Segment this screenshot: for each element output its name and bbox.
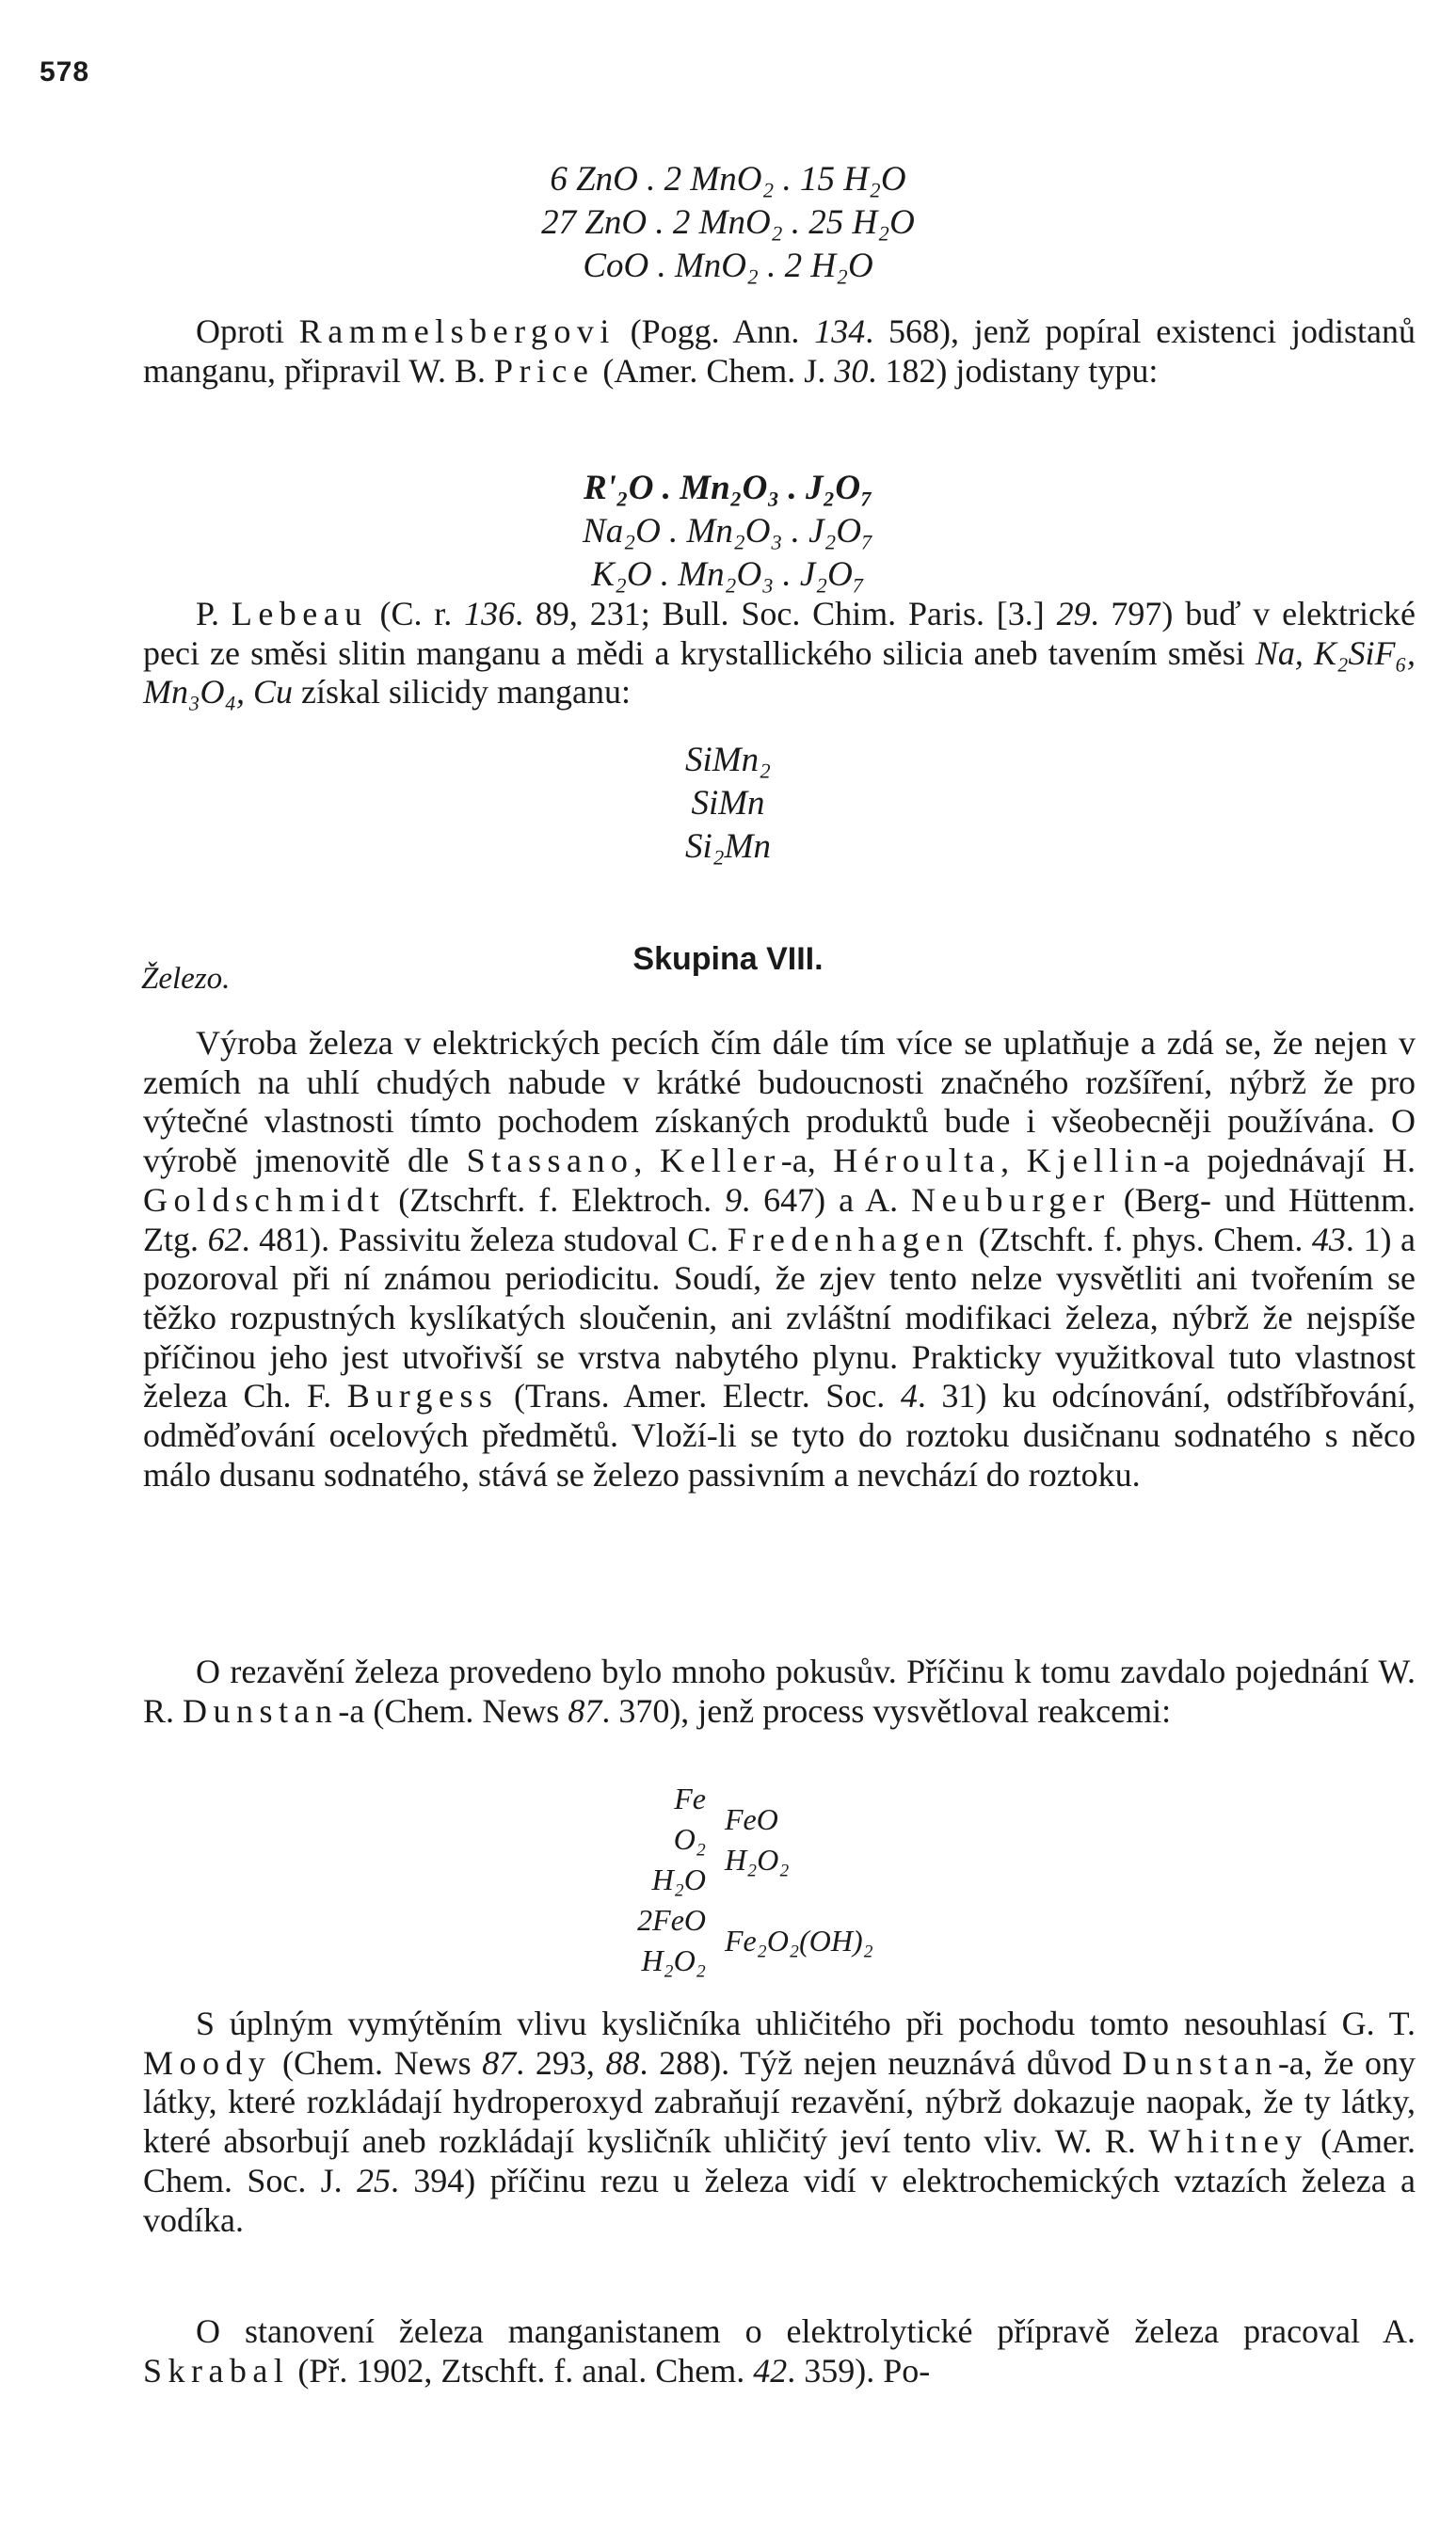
reaction-term: O₂	[673, 1822, 706, 1856]
text-run: . 293,	[516, 2043, 606, 2082]
paragraph-rusting	[143, 1653, 1416, 1731]
spaced-name: Héroulta	[833, 1142, 1001, 1180]
volume-number: 136	[464, 595, 516, 632]
text-run: . 182) jodistany typu:	[868, 351, 1159, 390]
formula-line: Si₂Mn	[685, 827, 771, 866]
margin-note: Železo.	[141, 962, 231, 996]
spaced-name: Keller	[659, 1142, 781, 1180]
text-run: -a,	[780, 1142, 834, 1180]
text-run: (Ztschft. f. phys. Chem.	[969, 1220, 1312, 1258]
text-run: (Pogg. Ann.	[615, 312, 815, 350]
section-heading: Skupina VIII.	[632, 941, 824, 977]
formula-line: K₂O . Mn₂O₃ . J₂O₇	[591, 555, 865, 594]
text-run: ,	[633, 1142, 660, 1180]
formula-block-silicides	[0, 739, 1456, 869]
volume-number: 87	[568, 1691, 602, 1730]
volume-number: 87	[482, 2043, 517, 2082]
spaced-name: Lebeau	[231, 595, 368, 632]
text-run: (Amer. Chem. Soc. J.	[143, 2122, 1416, 2199]
text-run: S úplným vymýtěním vlivu kysličníka uhličitého při pochodu tomto nesouhlasí G. T.	[196, 2005, 1416, 2042]
spaced-name: Whitney	[1148, 2122, 1308, 2161]
spaced-name: Neuburger	[911, 1180, 1111, 1219]
text-run: ,	[1000, 1142, 1027, 1180]
reaction-term: H₂O₂	[641, 1943, 706, 1977]
text-run: O stanovení železa manganistanem o elektrolytické přípravě železa pracoval A.	[196, 2312, 1416, 2350]
formula-line: R'₂O . Mn₂O₃ . J₂O₇	[583, 469, 873, 507]
text-run: . 394) příčinu rezu u železa vidí v elektrochemických vztazích železa a vodíka.	[143, 2161, 1416, 2239]
text-run: . 1) a pozoroval při ní známou periodicitu. Soudí, že zjev tento nelze vysvětliti ani tvořením se těžko rozpustných kyslíkatých sloučenin, ani zvláštní modifikaci železa, nýbrž že nejspíše příčinou jeho jest utvořivší se vrstva nabytého plynu. Prakticky využitkoval tuto vlastnost železa Ch. F.	[143, 1220, 1416, 1415]
formula-block-manganites	[0, 158, 1456, 288]
reaction-term: 2FeO	[637, 1903, 706, 1937]
volume-number: 62	[207, 1220, 242, 1258]
text-run: . 359). Po-	[787, 2351, 931, 2390]
spaced-name: Kjellin	[1026, 1142, 1163, 1180]
spaced-name: Skrabal	[143, 2351, 290, 2390]
text-run: (Berg- und Hüttenm. Ztg.	[143, 1180, 1416, 1258]
spaced-name: Price	[493, 351, 595, 390]
text-run: Oproti	[196, 312, 299, 350]
text-run: -a pojednávají H.	[1163, 1142, 1416, 1180]
page-number: 578	[40, 56, 90, 88]
reaction-left-column	[555, 1779, 706, 1981]
formula-block-iodates	[0, 467, 1456, 597]
volume-number: 25	[356, 2161, 391, 2199]
paragraph-skrabal	[143, 2312, 1416, 2390]
text-run: . 31) ku odcínování, odstříbřování, odměďování ocelových předmětů. Vloží-li se tyto do roztoku dusičnanu sodnatého s něco málo dusanu sodnatého, stává se železo passivním a nevchází do roztoku.	[143, 1377, 1416, 1494]
reaction-term: Fe₂O₂(OH)₂	[725, 1924, 873, 1958]
text-run: -a (Chem. News	[338, 1691, 568, 1730]
text-run: (Trans. Amer. Electr. Soc.	[498, 1377, 901, 1415]
text-run: . 89, 231; Bull. Soc. Chim. Paris. [3.]	[515, 595, 1057, 632]
spaced-name: Burgess	[346, 1377, 499, 1415]
text-run: O rezavění železa provedeno bylo mnoho pokusův. Příčinu k tomu zavdalo pojednání W. R.	[143, 1653, 1416, 1730]
spaced-name: Fredenhagen	[727, 1220, 970, 1258]
reaction-scheme	[555, 1779, 913, 2014]
text-run: P.	[196, 595, 232, 632]
text-run: (Př. 1902, Ztschft. f. anal. Chem.	[289, 2351, 754, 2390]
text-run: . 370), jenž process vysvětloval reakcemi:	[601, 1691, 1172, 1730]
paragraph-moody-whitney	[143, 2005, 1416, 2240]
volume-number: 88	[605, 2043, 640, 2082]
text-run: (C. r.	[367, 595, 465, 632]
text-run: . 481). Passivitu železa studoval C.	[241, 1220, 728, 1258]
text-run: -a, že ony látky, které rozkládají hydroperoxyd zabraňují rezavění, nýbrž dokazuje naopak, že ty látky, které absorbují aneb rozkládají kysličník uhličitý jeví tento vliv. W. R.	[143, 2043, 1416, 2161]
spaced-name: Moody	[143, 2043, 272, 2082]
volume-number: 9	[725, 1180, 743, 1219]
formula-line: SiMn₂	[685, 741, 771, 779]
text-run: . 647) a A.	[742, 1180, 912, 1219]
volume-number: 42	[753, 2351, 788, 2390]
formula-line: Na₂O . Mn₂O₃ . J₂O₇	[583, 512, 873, 551]
paragraph-iron-production	[143, 1024, 1416, 1495]
paragraph-price-iodates	[143, 312, 1416, 391]
text-run: (Amer. Chem. J.	[594, 351, 835, 390]
reaction-term: Fe	[674, 1782, 706, 1815]
spaced-name: Dunstan	[183, 1691, 339, 1730]
reaction-term: H₂O	[651, 1863, 706, 1896]
spaced-name: Dunstan	[1122, 2043, 1278, 2082]
paragraph-lebeau-silicides	[143, 595, 1416, 712]
volume-number: 134	[814, 312, 866, 350]
text-run: získal silicidy manganu:	[293, 673, 631, 711]
formula-line: 6 ZnO . 2 MnO₂ . 15 H₂O	[550, 160, 906, 199]
volume-number: 29	[1056, 595, 1091, 632]
text-run: . 568), jenž popíral existenci jodistanů manganu, připravil W. B.	[143, 312, 1416, 390]
text-run: (Ztschrft. f. Elektroch.	[385, 1180, 726, 1219]
volume-number: 30	[834, 351, 869, 390]
formula-line: 27 ZnO . 2 MnO₂ . 25 H₂O	[541, 203, 915, 242]
spaced-name: Rammelsbergovi	[298, 312, 616, 350]
volume-number: Na, K₂SiF₆, Mn₃O₄, Cu	[143, 633, 1416, 711]
text-run: . 288). Týž nejen neuznává důvod	[639, 2043, 1123, 2082]
text-run: (Chem. News	[271, 2043, 483, 2082]
spaced-name: Stassano	[466, 1142, 634, 1180]
reaction-term: H₂O₂	[725, 1843, 790, 1877]
reaction-right-column	[725, 1799, 932, 1961]
formula-line: SiMn	[691, 784, 765, 823]
reaction-term: FeO	[725, 1802, 778, 1836]
formula-line: CoO . MnO₂ . 2 H₂O	[583, 247, 873, 285]
spaced-name: Goldschmidt	[143, 1180, 386, 1219]
text-run: . 797) buď v elektrické peci ze směsi slitin manganu a mědi a krystallického silicia aneb tavením směsi	[143, 595, 1416, 672]
volume-number: 43	[1311, 1220, 1346, 1258]
text-run: Výroba železa v elektrických pecích čím dále tím více se uplatňuje a zdá se, že nejen v zemích na uhlí chudých nabude v krátké budoucnosti značného rozšíření, nýbrž že pro výtečné vlastnosti tímto pochodem získaných produktů bude i všeobecněji používána. O výrobě jmenovitě dle	[143, 1024, 1416, 1180]
volume-number: 4	[900, 1377, 918, 1415]
